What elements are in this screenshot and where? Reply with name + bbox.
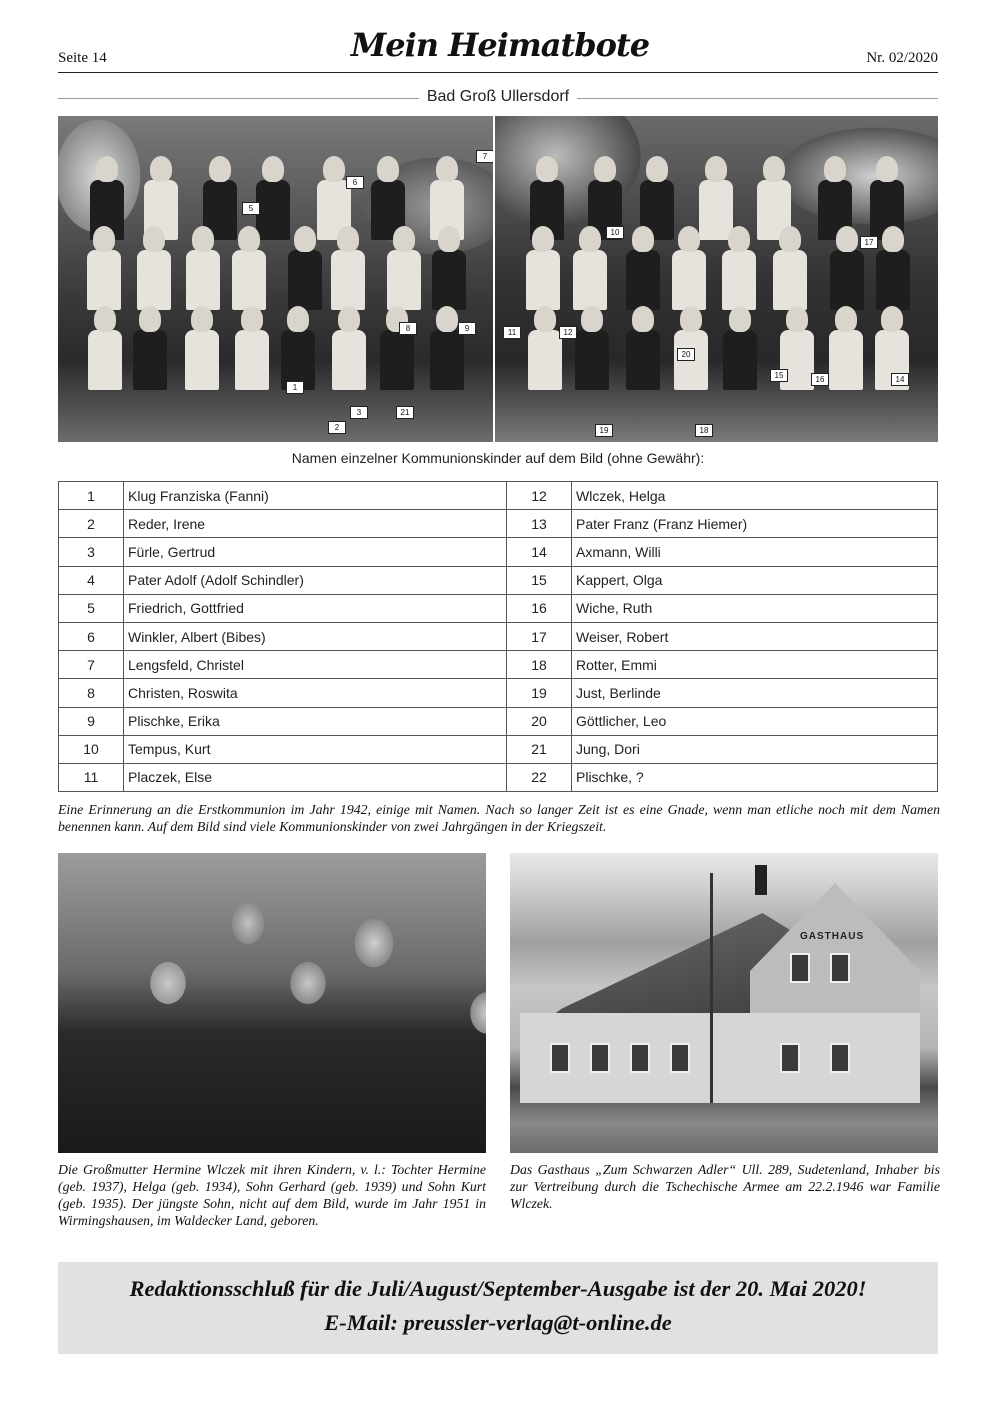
child-head	[786, 306, 808, 332]
table-row	[59, 707, 938, 735]
child-head	[241, 306, 263, 332]
child-name: Tempus, Kurt	[124, 735, 507, 763]
child-head	[881, 306, 903, 332]
child-name: Just, Berlinde	[572, 679, 938, 707]
photo-number-tag: 2	[328, 421, 346, 434]
window	[550, 1043, 570, 1073]
table-row	[59, 735, 938, 763]
table-row	[59, 594, 938, 622]
communion-photo	[58, 86, 938, 446]
child-name: Fürle, Gertrud	[124, 538, 507, 566]
child-name: Reder, Irene	[124, 510, 507, 538]
inn-caption: Das Gasthaus „Zum Schwarzen Adler“ Ull. 289, Sudetenland, Inhaber bis zur Vertreibung durch die Tschechische Armee am 22.2.1946 war Familie Wlczek.	[510, 1162, 940, 1211]
row-number: 19	[507, 679, 572, 707]
child-name: Jung, Dori	[572, 735, 938, 763]
child-figure	[331, 250, 365, 310]
child-head	[779, 226, 801, 252]
child-figure	[87, 250, 121, 310]
row-number: 6	[59, 622, 124, 650]
child-figure	[432, 250, 466, 310]
row-number: 5	[59, 594, 124, 622]
child-figure	[235, 330, 269, 390]
names-table-caption: Namen einzelner Kommunionskinder auf dem Bild (ohne Gewähr):	[291, 450, 705, 466]
child-head	[594, 156, 616, 182]
child-head	[876, 156, 898, 182]
child-figure	[430, 330, 464, 390]
row-number: 9	[59, 707, 124, 735]
inn-wall	[520, 1013, 920, 1103]
child-head	[191, 306, 213, 332]
window	[590, 1043, 610, 1073]
photo-number-tag: 7	[476, 150, 493, 163]
child-head	[824, 156, 846, 182]
child-name: Göttlicher, Leo	[572, 707, 938, 735]
row-number: 14	[507, 538, 572, 566]
child-name: Plischke, ?	[572, 763, 938, 791]
child-head	[377, 156, 399, 182]
row-number: 8	[59, 679, 124, 707]
child-head	[632, 226, 654, 252]
row-number: 4	[59, 566, 124, 594]
child-figure	[699, 180, 733, 240]
child-head	[680, 306, 702, 332]
child-head	[835, 306, 857, 332]
photo-number-tag: 20	[677, 348, 695, 361]
child-figure	[332, 330, 366, 390]
photo-number-tag: 10	[606, 226, 624, 239]
family-photo	[58, 853, 486, 1153]
row-number: 16	[507, 594, 572, 622]
child-figure	[722, 250, 756, 310]
photo-number-tag: 17	[860, 236, 878, 249]
row-number: 10	[59, 735, 124, 763]
child-head	[338, 306, 360, 332]
child-head	[262, 156, 284, 182]
child-head	[436, 306, 458, 332]
child-head	[143, 226, 165, 252]
inn-chimney	[755, 865, 767, 895]
child-name: Placzek, Else	[124, 763, 507, 791]
child-figure	[672, 250, 706, 310]
child-head	[139, 306, 161, 332]
child-head	[705, 156, 727, 182]
photo-number-tag: 21	[396, 406, 414, 419]
table-row	[59, 510, 938, 538]
child-figure	[575, 330, 609, 390]
child-head	[94, 306, 116, 332]
photo-number-tag: 11	[503, 326, 521, 339]
child-figure	[232, 250, 266, 310]
window	[790, 953, 810, 983]
child-figure	[186, 250, 220, 310]
row-number: 18	[507, 651, 572, 679]
window	[670, 1043, 690, 1073]
row-number: 7	[59, 651, 124, 679]
row-number: 13	[507, 510, 572, 538]
inn-photo	[510, 853, 938, 1153]
row-number: 15	[507, 566, 572, 594]
child-figure	[137, 250, 171, 310]
communion-photo-title: Bad Groß Ullersdorf	[58, 86, 938, 112]
photo-number-tag: 9	[458, 322, 476, 335]
photo-number-tag: 8	[399, 322, 417, 335]
child-head	[646, 156, 668, 182]
child-name: Klug Franziska (Fanni)	[124, 482, 507, 510]
photo-number-tag: 14	[891, 373, 909, 386]
photo-number-tag: 6	[346, 176, 364, 189]
child-name: Pater Adolf (Adolf Schindler)	[124, 566, 507, 594]
child-figure	[387, 250, 421, 310]
window	[780, 1043, 800, 1073]
window	[830, 953, 850, 983]
names-table	[58, 481, 938, 792]
child-name: Kappert, Olga	[572, 566, 938, 594]
child-figure	[626, 250, 660, 310]
row-number: 1	[59, 482, 124, 510]
child-figure	[288, 250, 322, 310]
photo-number-tag: 1	[286, 381, 304, 394]
child-head	[882, 226, 904, 252]
deadline-text: Redaktionsschluß für die Juli/August/September-Ausgabe ist der 20. Mai 2020!	[129, 1276, 867, 1301]
row-number: 17	[507, 622, 572, 650]
child-figure	[256, 180, 290, 240]
child-head	[678, 226, 700, 252]
child-name: Plischke, Erika	[124, 707, 507, 735]
child-figure	[626, 330, 660, 390]
child-name: Rotter, Emmi	[572, 651, 938, 679]
table-row	[59, 763, 938, 791]
child-head	[93, 226, 115, 252]
photo-number-tag: 3	[350, 406, 368, 419]
child-figure	[526, 250, 560, 310]
photo-number-tag: 16	[811, 373, 829, 386]
table-row	[59, 622, 938, 650]
child-name: Weiser, Robert	[572, 622, 938, 650]
child-figure	[185, 330, 219, 390]
child-head	[150, 156, 172, 182]
child-head	[287, 306, 309, 332]
child-name: Pater Franz (Franz Hiemer)	[572, 510, 938, 538]
child-name: Wiche, Ruth	[572, 594, 938, 622]
table-row	[59, 566, 938, 594]
row-number: 20	[507, 707, 572, 735]
communion-photo-right	[495, 116, 938, 442]
table-row	[59, 538, 938, 566]
child-name: Lengsfeld, Christel	[124, 651, 507, 679]
photo-number-tag: 15	[770, 369, 788, 382]
child-figure	[773, 250, 807, 310]
photo-number-tag: 12	[559, 326, 577, 339]
child-figure	[829, 330, 863, 390]
child-head	[836, 226, 858, 252]
child-head	[632, 306, 654, 332]
child-head	[436, 156, 458, 182]
issue-number: Nr. 02/2020	[866, 50, 938, 66]
child-head	[209, 156, 231, 182]
table-row	[59, 482, 938, 510]
child-name: Axmann, Willi	[572, 538, 938, 566]
inn-sign: GASTHAUS	[800, 931, 865, 942]
child-head	[192, 226, 214, 252]
child-name: Christen, Roswita	[124, 679, 507, 707]
communion-caption: Eine Erinnerung an die Erstkommunion im Jahr 1942, einige mit Namen. Nach so langer Zeit ist es eine Gnade, wenn man etliche noch mit dem Namen benennen kann. Auf dem Bild sind viele Kommunionskinder von zwei Jahrgängen in der Kriegszeit.	[58, 802, 940, 834]
child-head	[323, 156, 345, 182]
window	[830, 1043, 850, 1073]
child-head	[393, 226, 415, 252]
child-head	[536, 156, 558, 182]
row-number: 3	[59, 538, 124, 566]
telegraph-pole	[710, 873, 713, 1103]
child-name: Winkler, Albert (Bibes)	[124, 622, 507, 650]
child-figure	[88, 330, 122, 390]
newspaper-masthead: Mein Heimatbote	[350, 26, 650, 64]
photo-number-tag: 5	[242, 202, 260, 215]
family-caption: Die Großmutter Hermine Wlczek mit ihren Kindern, v. l.: Tochter Hermine (geb. 1937), Helga (geb. 1934), Sohn Gerhard (geb. 1939) und Sohn Kurt (geb. 1935). Der jüngste Sohn, nicht auf dem Bild, wurde im Jahr 1951 in Wirmingshausen, im Waldecker Land, geboren.	[58, 1162, 486, 1228]
contact-email: E-Mail: preussler-verlag@t-online.de	[324, 1310, 672, 1335]
row-number: 21	[507, 735, 572, 763]
child-figure	[133, 330, 167, 390]
row-number: 12	[507, 482, 572, 510]
child-name: Friedrich, Gottfried	[124, 594, 507, 622]
header-rule	[58, 72, 938, 73]
child-figure	[723, 330, 757, 390]
photo-number-tag: 19	[595, 424, 613, 437]
child-head	[728, 226, 750, 252]
child-head	[532, 226, 554, 252]
row-number: 11	[59, 763, 124, 791]
child-head	[438, 226, 460, 252]
child-figure	[573, 250, 607, 310]
child-head	[534, 306, 556, 332]
page-number: Seite 14	[58, 50, 107, 66]
child-head	[337, 226, 359, 252]
row-number: 22	[507, 763, 572, 791]
deadline-notice	[58, 1262, 938, 1354]
child-figure	[830, 250, 864, 310]
table-row	[59, 679, 938, 707]
child-head	[763, 156, 785, 182]
child-head	[96, 156, 118, 182]
window	[630, 1043, 650, 1073]
table-row	[59, 651, 938, 679]
photo-number-tag: 18	[695, 424, 713, 437]
child-head	[729, 306, 751, 332]
child-head	[294, 226, 316, 252]
child-figure	[528, 330, 562, 390]
child-head	[581, 306, 603, 332]
row-number: 2	[59, 510, 124, 538]
child-head	[579, 226, 601, 252]
child-head	[238, 226, 260, 252]
child-figure	[380, 330, 414, 390]
child-figure	[876, 250, 910, 310]
child-name: Wlczek, Helga	[572, 482, 938, 510]
communion-photo-left	[58, 116, 493, 442]
